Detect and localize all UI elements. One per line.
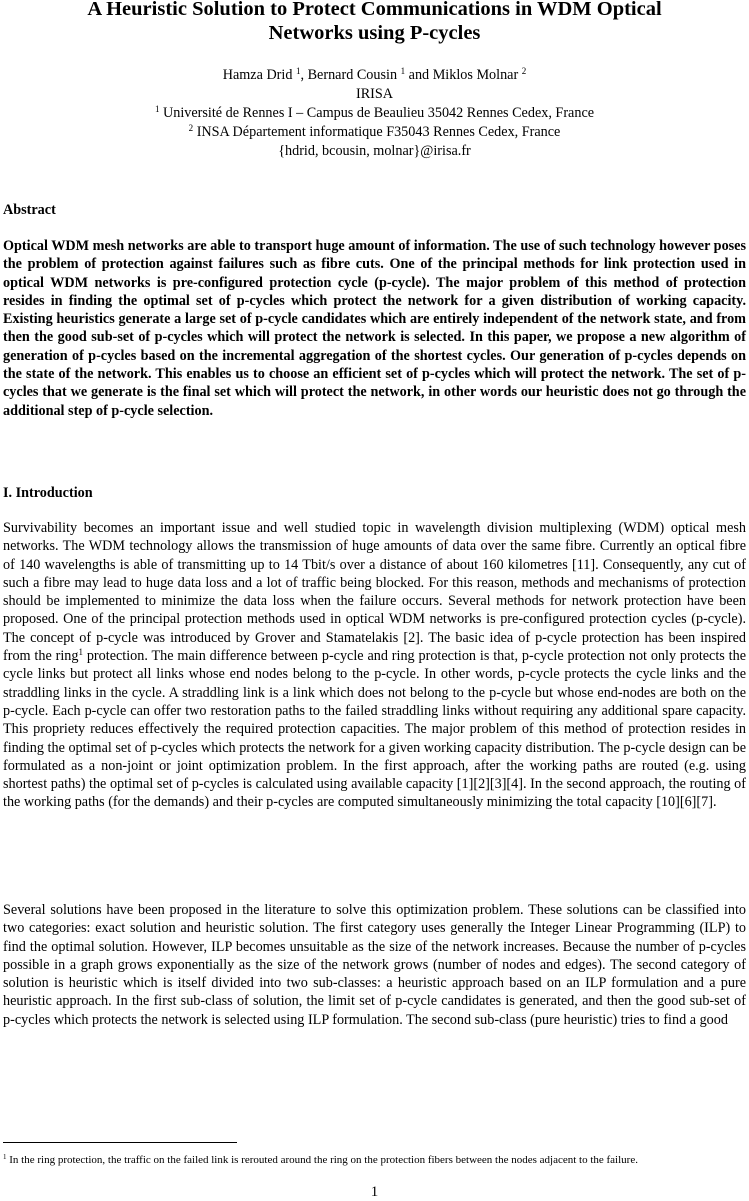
abstract-text: Optical WDM mesh networks are able to transport huge amount of information. The use of such technology however poses the problem of protection against failures such as fibre cuts. One of the principal methods for link protection used in optical WDM networks is pre-configured protection cycle (p-cycle). The major problem of this method of protection resides in finding the optimal set of p-cycles which protect the network for a given distribution of working capacity. Existing heuristics generate a large set of p-cycle candidates which are entirely independent of the network state, and from then the good sub-set of p-cycles which will protect the network is selected. In this paper, we propose a new algorithm of generation of p-cycles based on the incremental aggregation of the shortest cycles. Our generation of p-cycles depends on the state of the network. This enables us to choose an efficient set of p-cycles which will protect the network. The set of p-cycles that we generate is the final set which will protect the network, in other words our heuristic does not go through the additional step of p-cycle selection. <box>3 238 746 419</box>
introduction-heading: I. Introduction <box>3 485 93 501</box>
footnote-mark: 1 <box>3 1153 7 1161</box>
page-number: 1 <box>370 1184 379 1200</box>
affiliation-2-text: INSA Département informatique F35043 Rennes Cedex, France <box>196 124 561 140</box>
footnote <box>3 1153 743 1168</box>
author-1: Hamza Drid <box>222 67 293 83</box>
affiliation-1 <box>20 104 729 123</box>
affiliation-2-mark: 2 <box>188 123 194 133</box>
footnote-divider <box>3 1142 237 1143</box>
paragraph-1-text-end: protection. The main difference between p-cycle and ring protection is that, p-cycle protection not only protects the cycle links but protect all links whose end nodes belong to the p-cycle. In other words, p-cycle protects the cycle links and the straddling links in the cycle. A straddling link is a link which does not belong to the p-cycle but whose end-nodes are both on the p-cycle. Each p-cycle can offer two restoration paths to the failed straddling links without requiring any additional spare capacity. This propriety reduces effectively the required protection capacities. The major problem of this method of protection resides in finding the optimal set of p-cycles which protects the network for a given working capacity distribution. The p-cycle design can be formulated as a non-joint or joint optimization problem. In the first approach, after the working paths are routed (e.g. using shortest paths) the optimal set of p-cycles is calculated using available capacity [1][2][3][4]. In the second approach, the routing of the working paths (for the demands) and their p-cycles are computed simultaneously minimizing the total capacity [10][6][7]. <box>3 648 747 811</box>
author-1-affiliation-mark: 1 <box>296 66 301 76</box>
affiliation-1-text: Université de Rennes I – Campus de Beaulieu 35042 Rennes Cedex, France <box>163 105 595 121</box>
paper-title <box>20 0 729 45</box>
author-emails: {hdrid, bcousin, molnar}@irisa.fr <box>278 143 471 159</box>
affiliation-2 <box>20 123 729 142</box>
author-2: Bernard Cousin <box>307 67 398 83</box>
footnote-text: In the ring protection, the traffic on the failed link is rerouted around the ring on the protection fibers between the nodes adjacent to the failure. <box>6 1154 638 1166</box>
title-line-2: Networks using P-cycles <box>268 22 481 44</box>
footnote-reference: 1 <box>78 647 83 658</box>
introduction-paragraph-2: Several solutions have been proposed in the literature to solve this optimization problem. These solutions can be classified into two categories: exact solution and heuristic solution. The first category uses generally the Integer Linear Programming (ILP) to find the optimal solution. However, ILP becomes unsuitable as the size of the network increases. Because the number of p-cycles possible in a graph grows exponentially as the size of the network grows (number of nodes and edges). The second category of solution is heuristic which is itself divided into two sub-classes: a heuristic approach based on an ILP formulation and a pure heuristic approach. In the first sub-class of solution, the limit set of p-cycle candidates is generated, and then the good sub-set of p-cycles which protects the network is selected using ILP formulation. The second sub-class (pure heuristic) tries to find a good <box>3 902 746 1028</box>
lab-name: IRISA <box>355 86 394 102</box>
author-separator: , <box>300 67 308 83</box>
author-3-affiliation-mark: 2 <box>521 66 527 76</box>
author-names <box>20 66 729 85</box>
author-separator: and <box>405 67 433 83</box>
introduction-paragraph-1 <box>3 519 746 812</box>
affiliation-1-mark: 1 <box>154 104 160 114</box>
author-2-affiliation-mark: 1 <box>400 66 406 76</box>
author-block <box>20 66 729 161</box>
paragraph-1-text-start: Survivability becomes an important issue and well studied topic in wavelength division multiplexing (WDM) optical mesh networks. The WDM technology allows the transmission of huge amounts of data over the same fibre. Currently an optical fibre of 140 wavelengths is able of transmitting up to 14 Tbit/s over a distance of about 160 kilometres [11]. Consequently, any cut of such a fibre may lead to huge data loss and a lot of traffic being blocked. For this reason, methods and mechanisms of protection should be implemented to minimize the data loss when the failure occurs. Several methods for network protection have been proposed. One of the principal protection methods used in optical WDM networks is pre-configured protection cycles (p-cycle). The concept of p-cycle was introduced by Grover and Stamatelakis [2]. The basic idea of p-cycle protection has been inspired from the ring <box>3 520 746 665</box>
abstract-heading: Abstract <box>3 202 56 218</box>
title-line-1: A Heuristic Solution to Protect Communications in WDM Optical <box>87 0 662 20</box>
author-3: Miklos Molnar <box>432 67 519 83</box>
